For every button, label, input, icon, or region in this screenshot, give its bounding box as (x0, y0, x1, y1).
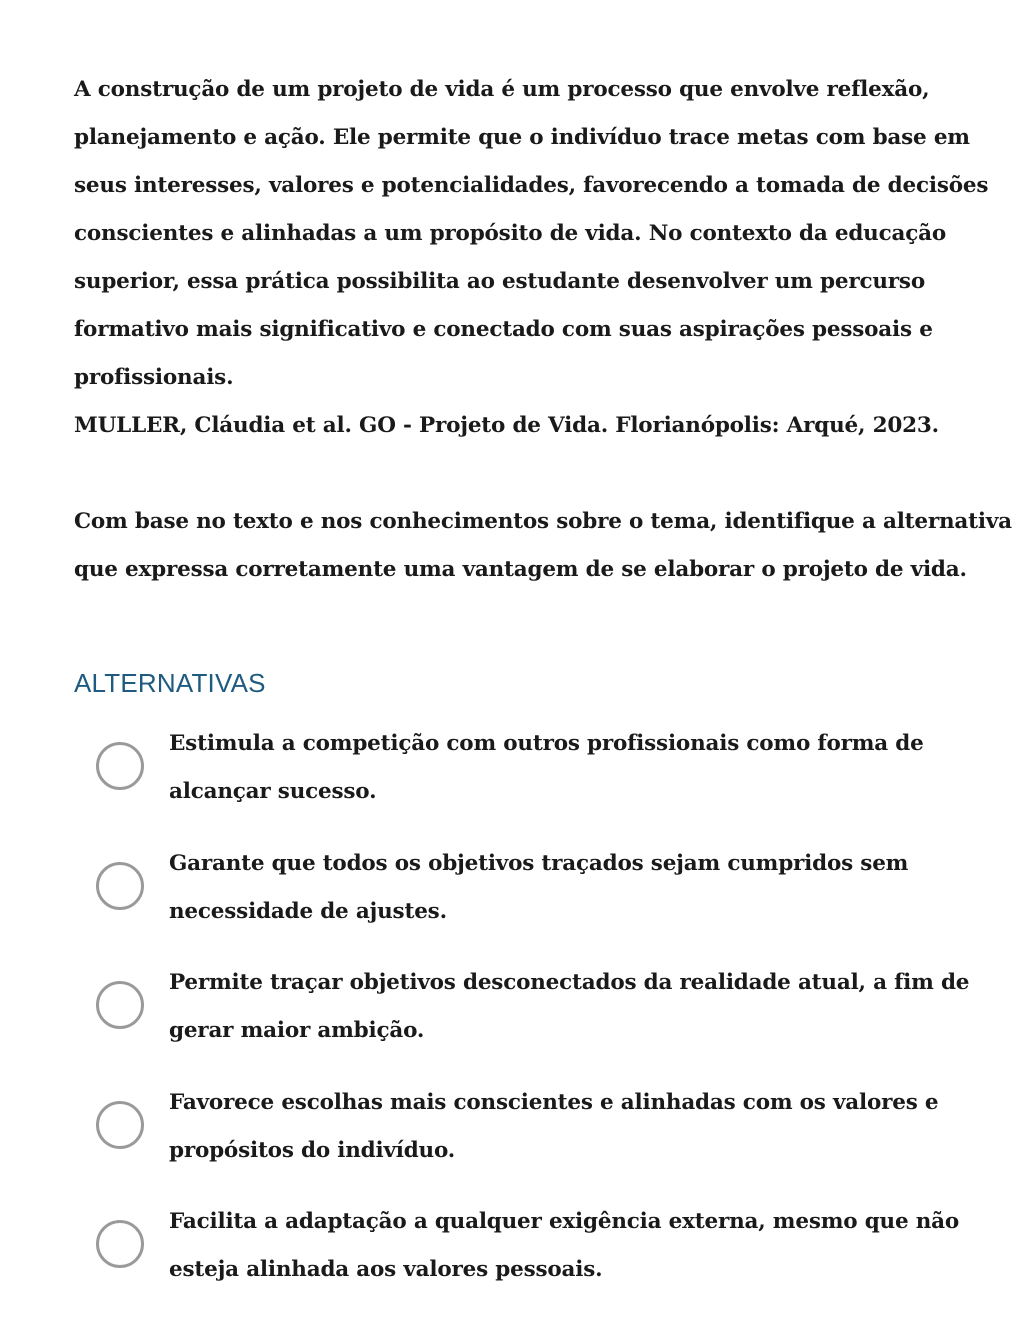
alternative-option-3[interactable] (96, 959, 1028, 1079)
radio-button-icon[interactable] (96, 1101, 144, 1149)
radio-button-icon[interactable] (96, 1220, 144, 1268)
alternative-option-4[interactable] (96, 1079, 1028, 1199)
question-content (74, 66, 1014, 616)
alternative-option-1[interactable] (96, 720, 1028, 840)
alternative-text: Garante que todos os objetivos traçados sejam cumpridos sem necessidade de ajustes. (169, 850, 909, 924)
alternative-text: Estimula a competição com outros profissionais como forma de alcançar sucesso. (169, 731, 924, 804)
radio-button-icon[interactable] (96, 742, 144, 790)
question-prompt: Com base no texto e nos conhecimentos sobre o tema, identifique a alternativa que expressa corretamente uma vantagem de se elaborar o projeto de vida. (74, 509, 1012, 582)
passage-citation: MULLER, Cláudia et al. GO - Projeto de Vida. Florianópolis: Arqué, 2023. (74, 413, 939, 438)
alternatives-list (96, 720, 1028, 1318)
alternative-option-2[interactable] (96, 840, 1028, 960)
alternatives-heading: ALTERNATIVAS (74, 668, 266, 698)
passage-text: A construção de um projeto de vida é um processo que envolve reflexão, planejamento e ação. Ele permite que o indivíduo trace metas com base em seus interesses, valores e potencialidades, favorecendo a tomada de decisões conscientes e alinhadas a um propósito de vida. No contexto da educação superior, essa prática possibilita ao estudante desenvolver um percurso formativo mais significativo e conectado com suas aspirações pessoais e profissionais. (74, 77, 989, 390)
alternative-text: Permite traçar objetivos desconectados da realidade atual, a fim de gerar maior ambição. (169, 970, 970, 1043)
radio-button-icon[interactable] (96, 981, 144, 1029)
alternative-text: Facilita a adaptação a qualquer exigência externa, mesmo que não esteja alinhada aos valores pessoais. (169, 1209, 960, 1282)
radio-button-icon[interactable] (96, 862, 144, 910)
alternative-text: Favorece escolhas mais conscientes e alinhadas com os valores e propósitos do indivíduo. (169, 1089, 939, 1163)
alternative-option-5[interactable] (96, 1198, 1028, 1318)
